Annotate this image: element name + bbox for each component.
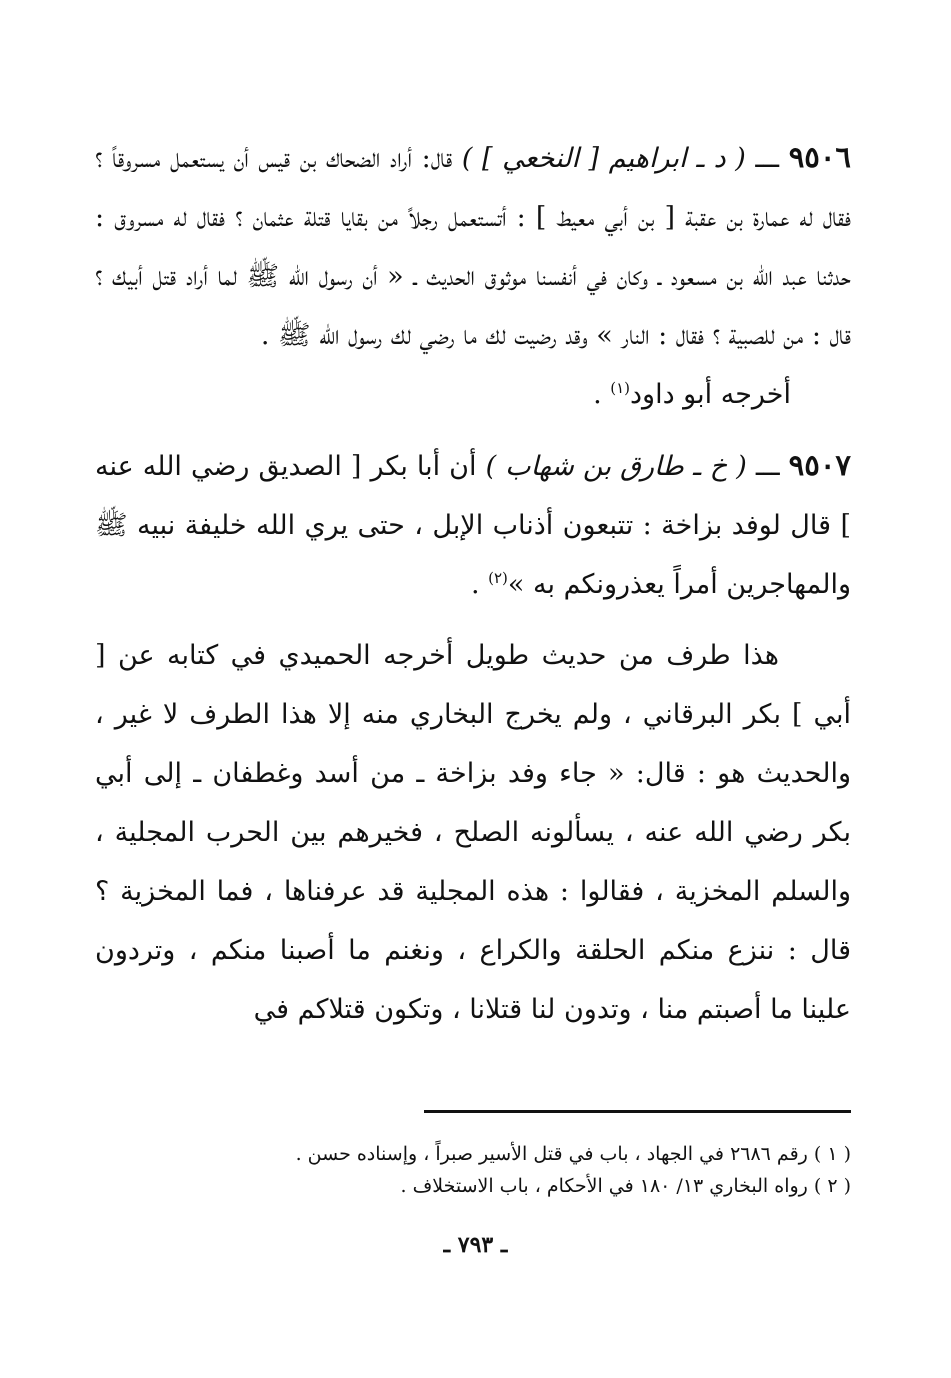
hadith-text: أن أبا بكر [ الصديق رضي الله عنه ] قال لوفد بزاخة : تتبعون أذناب الإبل ، حتى يري الله خليفة نبيه ﷺ والمهاجرين أمراً يعذرونكم به » xyxy=(95,451,851,600)
hadith-text: قال: أراد الضحاك بن قيس أن يستعمل مسروقاً ؟ فقال له عمارة بن عقبة [ بن أبي معيط ] : أتستعمل رجلاً من بقايا قتلة عثمان ؟ فقال له مسروق : حدثنا عبد الله بن مسعود ـ وكان في أنفسنا موثوق الحديث ـ « أن رسول الله ﷺ لما أراد قتل أبيك ؟ قال : من للصبية ؟ فقال : النار » وقد رضيت لك ما رضي لك رسول الله ﷺ . xyxy=(95,143,851,351)
footnote-rule xyxy=(424,1110,851,1113)
footnote-1: ( ١ ) رقم ٢٦٨٦ في الجهاد ، باب في قتل الأسير صبراً ، وإسناده حسن . xyxy=(295,1143,851,1165)
hadith-9507: ٩٥٠٧ ـــ ( خ ـ طارق بن شهاب ) أن أبا بكر [ الصديق رضي الله عنه ] قال لوفد بزاخة : تتبعون أذناب الإبل ، حتى يري الله خليفة نبيه ﷺ والمهاجرين أمراً يعذرونكم به »$^{(٢)}$ . xyxy=(95,448,851,600)
hadith-source: أخرجه أبو داود$^{(١)}$ . xyxy=(593,379,791,410)
footnote-2: ( ٢ ) رواه البخاري ١٣/ ١٨٠ في الأحكام ، باب الاستخلاف . xyxy=(400,1175,851,1197)
page-number: ـ ٧٩٣ ـ xyxy=(443,1232,508,1258)
hadith-source-tag: ( خ ـ طارق بن شهاب ) xyxy=(485,451,747,482)
hadith-source-tag: ( د ـ ابراهيم [ النخعي ] ) xyxy=(461,143,746,174)
main-text xyxy=(95,128,851,1039)
hadith-dash: ـــ xyxy=(755,143,780,174)
source-text: أخرجه أبو داود xyxy=(630,379,791,410)
footnotes xyxy=(95,1138,851,1202)
footnote-mark: (١) xyxy=(610,379,631,397)
commentary: هذا طرف من حديث طويل أخرجه الحميدي في كتابه عن [ أبي ] بكر البرقاني ، ولم يخرج البخاري منه إلا هذا الطرف لا غير ، والحديث هو : قال: « جاء وفد بزاخة ـ من أسد وغطفان ـ إلى أبي بكر رضي الله عنه ، يسألونه الصلح ، فخيرهم بين الحرب المجلية ، والسلم المخزية ، فقالوا : هذه المجلية قد عرفناها ، فما المخزية ؟ قال : ننزع منكم الحلقة والكراع ، ونغنم ما أصبنا منكم ، وتردون علينا ما أصبتم منا ، وتدون لنا قتلانا ، وتكون قتلاكم في xyxy=(95,640,851,1025)
footnote-mark: (٢) xyxy=(488,569,508,587)
hadith-number: ٩٥٠٧ xyxy=(788,448,851,482)
hadith-number: ٩٥٠٦ xyxy=(788,140,851,174)
hadith-9506 xyxy=(95,128,851,365)
hadith-dash: ـــ xyxy=(755,451,780,482)
